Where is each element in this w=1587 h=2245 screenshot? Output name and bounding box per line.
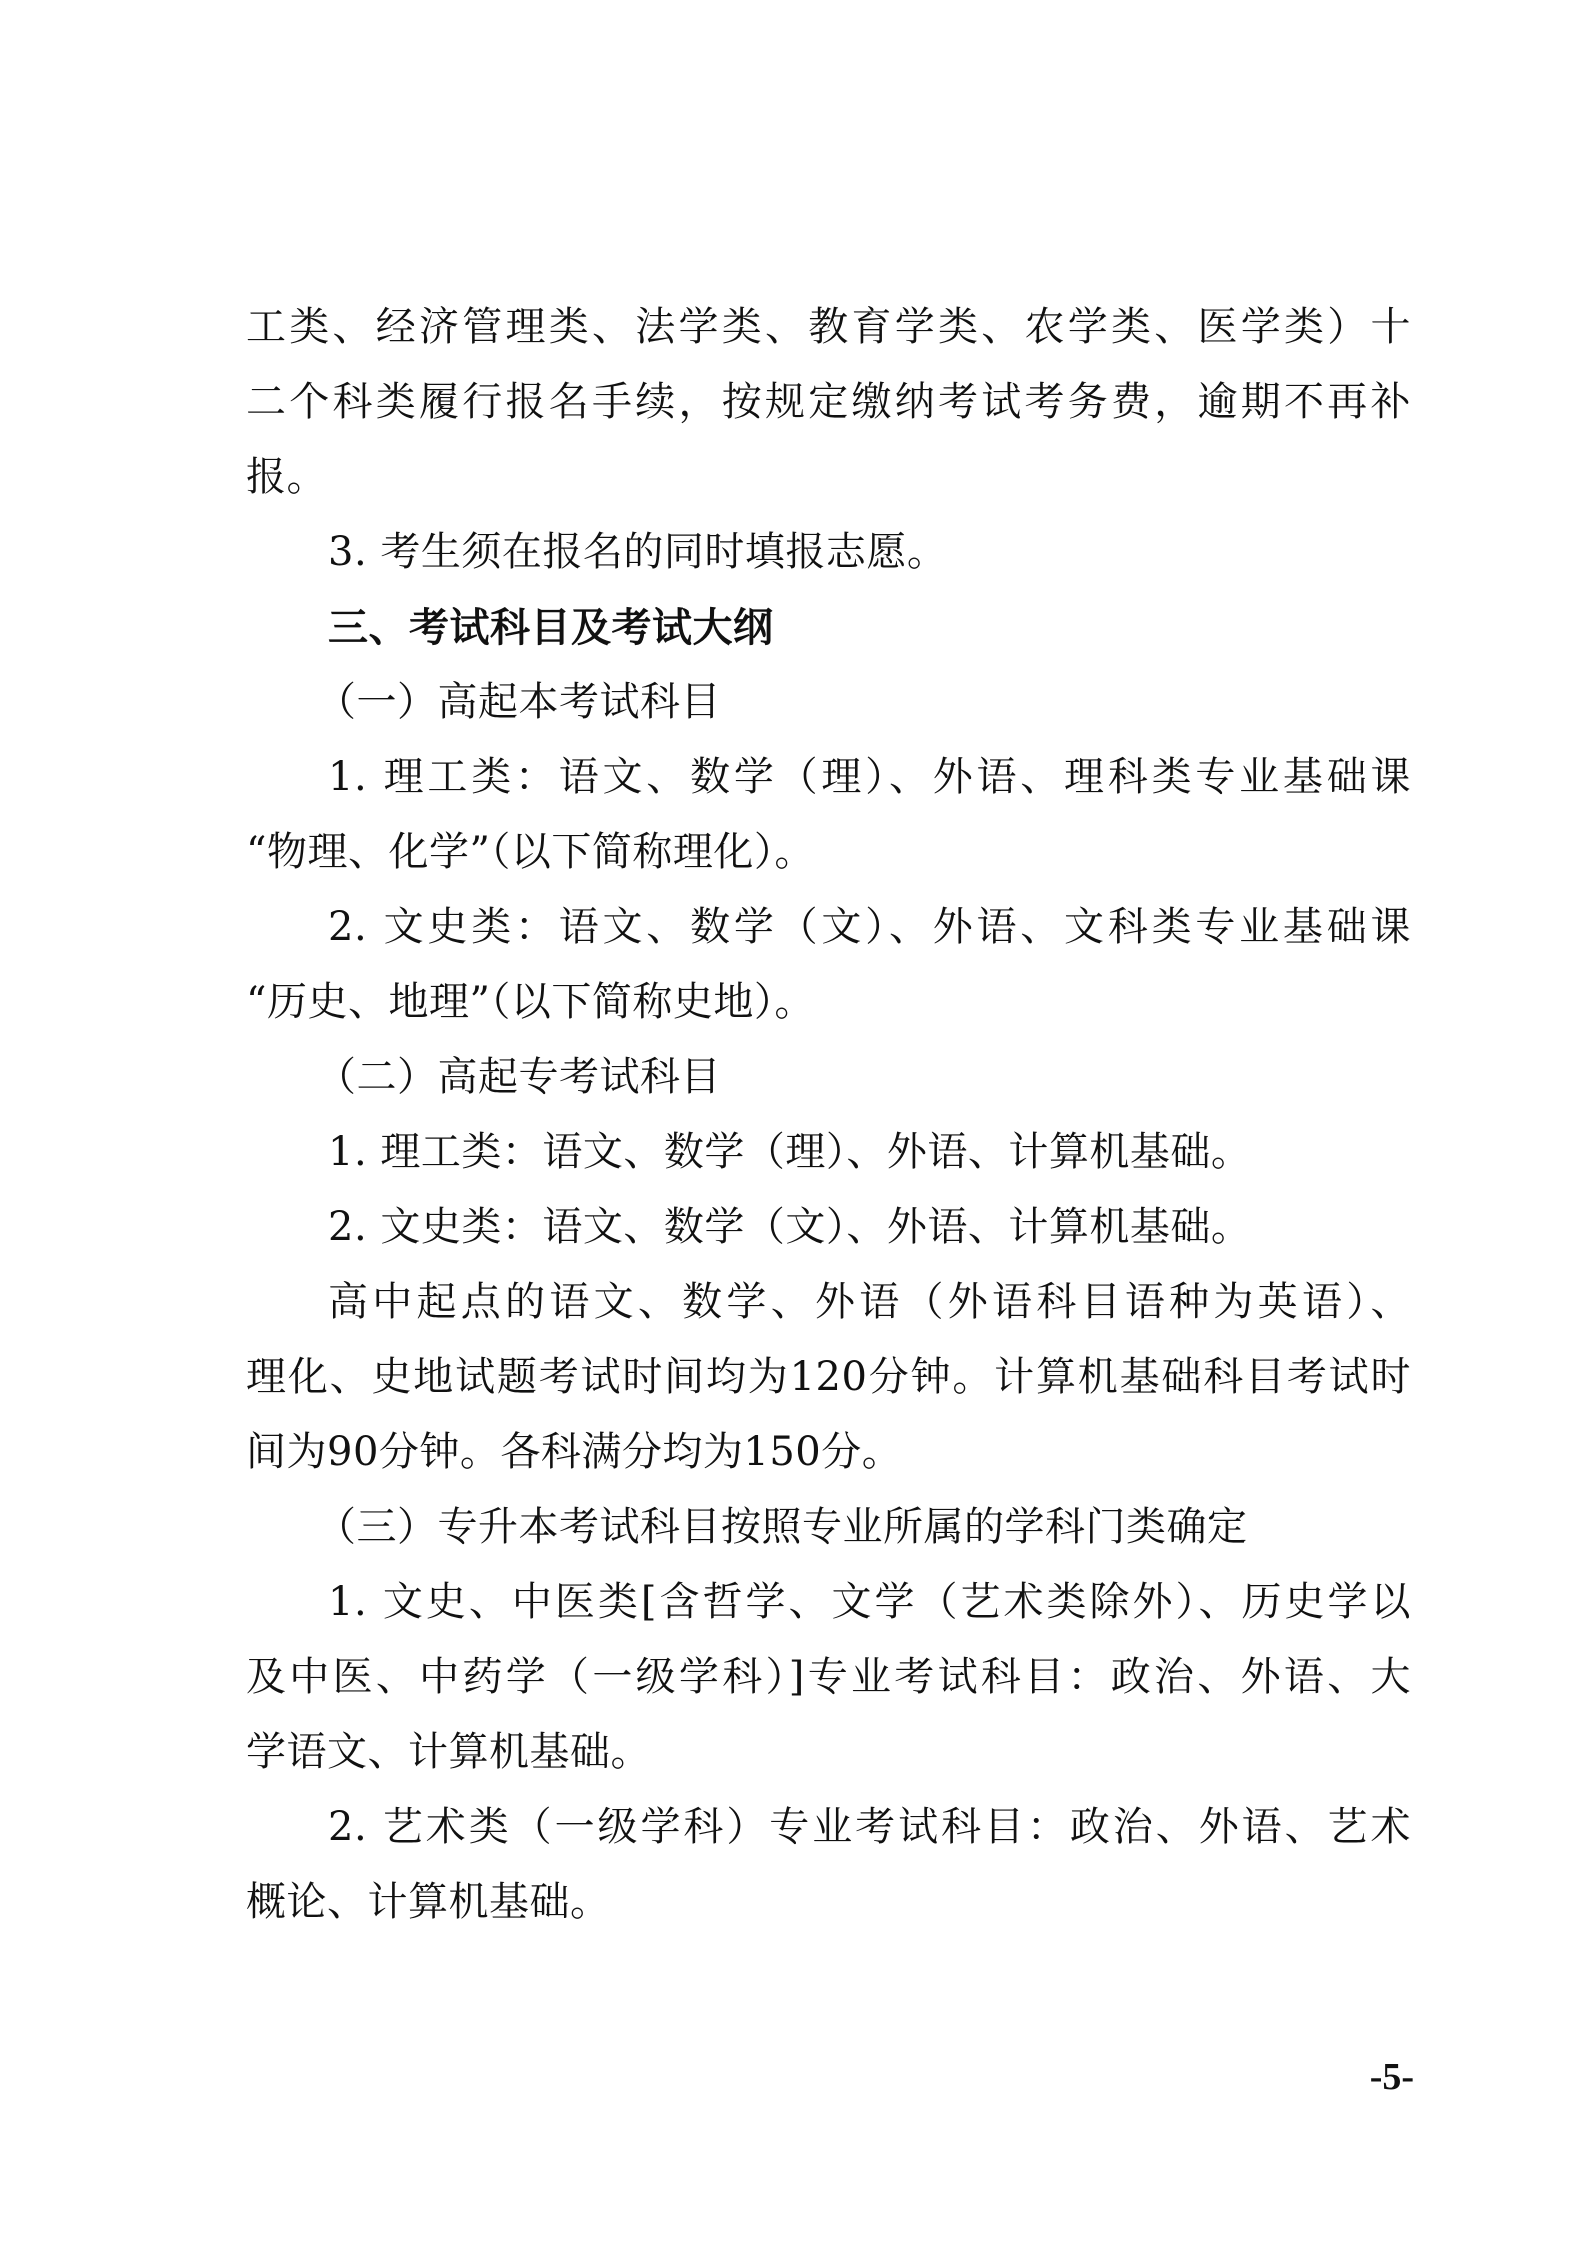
subsection-heading: （一）高起本考试科目 xyxy=(316,679,721,725)
paragraph-line: 及中医、中药学（一级学科）]专业考试科目：政治、外语、大 xyxy=(246,1654,1411,1700)
paragraph-line: 理化、史地试题考试时间均为120分钟。计算机基础科目考试时 xyxy=(246,1354,1411,1400)
paragraph-line: “物理、化学”（以下简称理化）。 xyxy=(246,829,815,875)
list-item: 1. 理工类：语文、数学（理）、外语、计算机基础。 xyxy=(328,1129,1252,1175)
subsection-heading: （二）高起专考试科目 xyxy=(316,1054,721,1100)
paragraph-line: 间为90分钟。各科满分均为150分。 xyxy=(246,1429,903,1475)
page-number: -5- xyxy=(1369,2056,1414,2098)
list-item: 1. 文史、中医类[含哲学、文学（艺术类除外）、历史学以 xyxy=(328,1579,1411,1625)
paragraph-line: 高中起点的语文、数学、外语（外语科目语种为英语）、 xyxy=(328,1279,1411,1325)
paragraph-line: 概论、计算机基础。 xyxy=(246,1879,611,1925)
list-item: 2. 文史类：语文、数学（文）、外语、文科类专业基础课 xyxy=(328,904,1411,950)
subsection-heading: （三）专升本考试科目按照专业所属的学科门类确定 xyxy=(316,1504,1248,1550)
list-item: 1. 理工类：语文、数学（理）、外语、理科类专业基础课 xyxy=(328,754,1411,800)
paragraph-line: 工类、经济管理类、法学类、教育学类、农学类、医学类）十 xyxy=(246,304,1411,350)
paragraph-line: 学语文、计算机基础。 xyxy=(246,1729,651,1775)
section-heading: 三、考试科目及考试大纲 xyxy=(328,604,774,651)
list-item: 3. 考生须在报名的同时填报志愿。 xyxy=(328,529,948,575)
list-item: 2. 文史类：语文、数学（文）、外语、计算机基础。 xyxy=(328,1204,1252,1250)
paragraph-line: 报。 xyxy=(246,454,327,500)
list-item: 2. 艺术类（一级学科）专业考试科目：政治、外语、艺术 xyxy=(328,1804,1411,1850)
paragraph-line: 二个科类履行报名手续，按规定缴纳考试考务费，逾期不再补 xyxy=(246,379,1411,425)
paragraph-line: “历史、地理”（以下简称史地）。 xyxy=(246,979,815,1025)
